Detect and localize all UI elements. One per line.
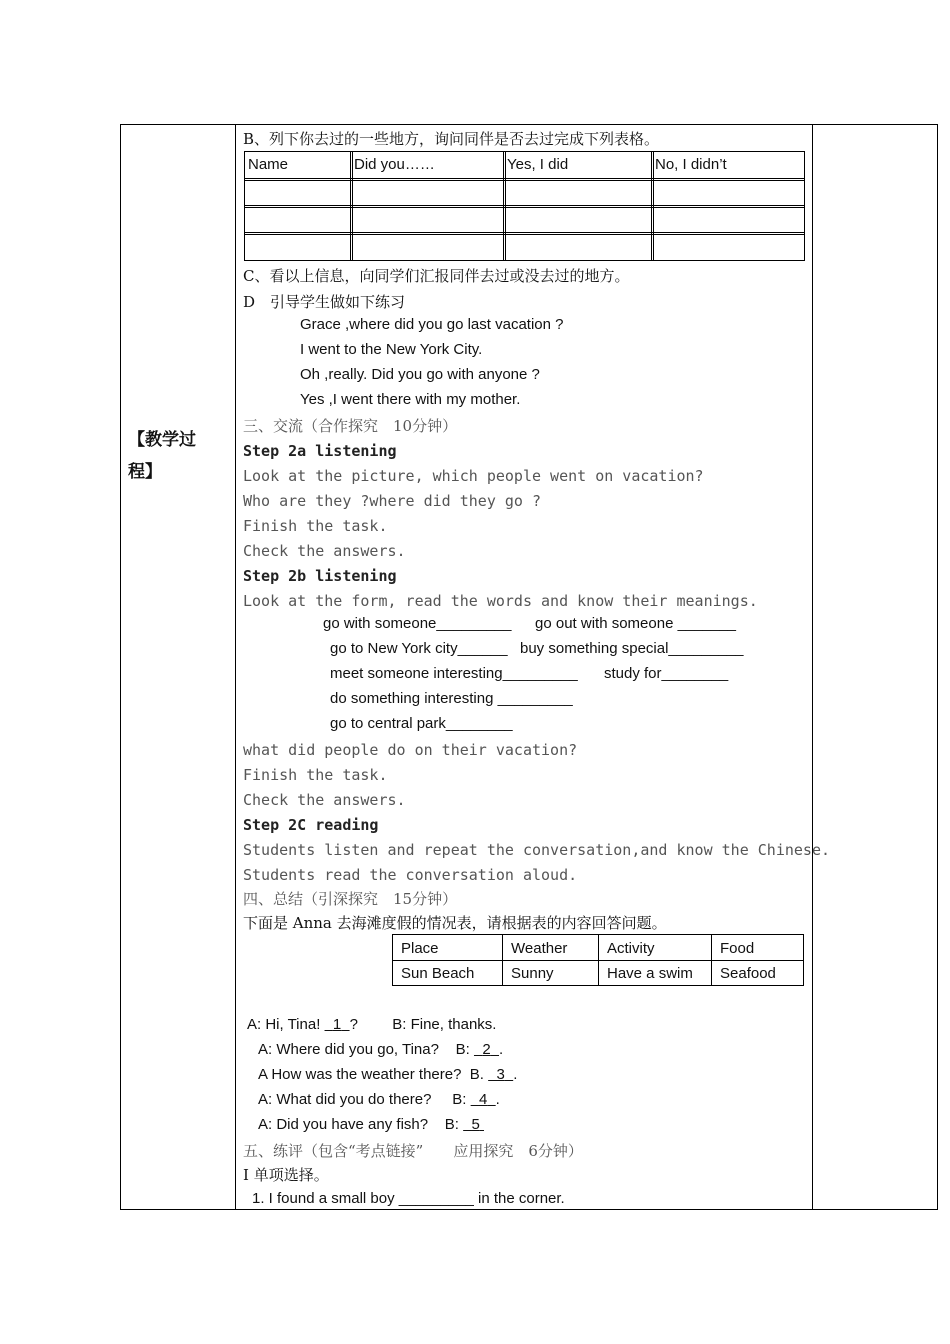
- step2a-line: Check the answers.: [243, 542, 406, 560]
- qa-line-2: A: Where did you go, Tina? B: 2 .: [258, 1041, 504, 1058]
- header-name: Name: [248, 156, 289, 173]
- teaching-process-label: 【教学过 程】: [128, 430, 196, 481]
- step2b-title: Step 2b listening: [243, 567, 397, 585]
- single-choice-heading: I 单项选择。: [243, 1166, 329, 1184]
- column-divider-right: [812, 125, 813, 1209]
- cell-activity: Have a swim: [607, 965, 693, 982]
- header-weather: Weather: [511, 940, 568, 957]
- header-no: No, I didn’t: [655, 156, 727, 173]
- step2a-title: Step 2a listening: [243, 442, 397, 460]
- part5-heading: 五、练评（包含“考点链接” 应用探究 6分钟）: [243, 1142, 583, 1160]
- part4-heading: 四、总结（引深探究 15分钟）: [243, 890, 458, 908]
- phrase-item: study for________: [604, 665, 729, 682]
- question-1: 1. I found a small boy _________ in the corner.: [252, 1190, 565, 1207]
- section-c-instruction: C、看以上信息，向同学们汇报同伴去过或没去过的地方。: [243, 267, 630, 285]
- cell-food: Seafood: [720, 965, 776, 982]
- section-b-instruction: B、列下你去过的一些地方，询问同伴是否去过完成下列表格。: [243, 130, 660, 148]
- qa-line-1: A: Hi, Tina! 1 ? B: Fine, thanks.: [247, 1016, 497, 1033]
- column-divider-left: [235, 125, 236, 1209]
- header-activity: Activity: [607, 940, 655, 957]
- phrase-item: go out with someone _______: [535, 615, 736, 632]
- anna-vacation-table: [392, 934, 804, 986]
- phrase-item: go with someone_________: [323, 615, 512, 632]
- anna-intro: 下面是 Anna 去海滩度假的情况表，请根据表的内容回答问题。: [243, 914, 667, 932]
- cell-place: Sun Beach: [401, 965, 475, 982]
- phrase-item: do something interesting _________: [330, 690, 573, 707]
- blank-1[interactable]: 1: [332, 1016, 342, 1033]
- cell-weather: Sunny: [511, 965, 554, 982]
- phrase-item: meet someone interesting_________: [330, 665, 578, 682]
- dialogue-line: Yes ,I went there with my mother.: [300, 391, 521, 408]
- places-table: [244, 151, 805, 261]
- step2c-title: Step 2C reading: [243, 816, 379, 834]
- step2b-after: what did people do on their vacation?: [243, 741, 578, 759]
- blank-2[interactable]: 2: [482, 1041, 491, 1058]
- header-food: Food: [720, 940, 755, 957]
- phrase-item: go to New York city______: [330, 640, 508, 657]
- phrase-item: go to central park________: [330, 715, 513, 732]
- blank-3[interactable]: 3: [496, 1066, 505, 1083]
- step2a-line: Look at the picture, which people went on vacation?: [243, 467, 704, 485]
- step2b-after: Finish the task.: [243, 766, 388, 784]
- header-yes: Yes, I did: [507, 156, 569, 173]
- phrase-item: buy something special_________: [520, 640, 744, 657]
- qa-line-3: A How was the weather there? B. 3 .: [258, 1066, 518, 1083]
- qa-line-5: A: Did you have any fish? B: 5: [258, 1116, 484, 1133]
- step2c-line: Students listen and repeat the conversation,and know the Chinese.: [243, 841, 830, 859]
- step2c-line: Students read the conversation aloud.: [243, 866, 578, 884]
- dialogue-line: I went to the New York City.: [300, 341, 483, 358]
- step2b-after: Check the answers.: [243, 791, 406, 809]
- step2a-line: Who are they ?where did they go ?: [243, 492, 542, 510]
- part3-heading: 三、交流（合作探究 10分钟）: [243, 417, 458, 435]
- step2b-intro: Look at the form, read the words and know their meanings.: [243, 592, 758, 610]
- dialogue-line: Grace ,where did you go last vacation ?: [300, 316, 564, 333]
- qa-line-4: A: What did you do there? B: 4 .: [258, 1091, 500, 1108]
- header-did-you: Did you……: [354, 156, 435, 173]
- header-place: Place: [401, 940, 439, 957]
- blank-4[interactable]: 4: [478, 1091, 488, 1108]
- step2a-line: Finish the task.: [243, 517, 388, 535]
- blank-5[interactable]: 5: [471, 1116, 480, 1133]
- section-d-instruction: D 引导学生做如下练习: [243, 293, 406, 311]
- dialogue-line: Oh ,really. Did you go with anyone ?: [300, 366, 540, 383]
